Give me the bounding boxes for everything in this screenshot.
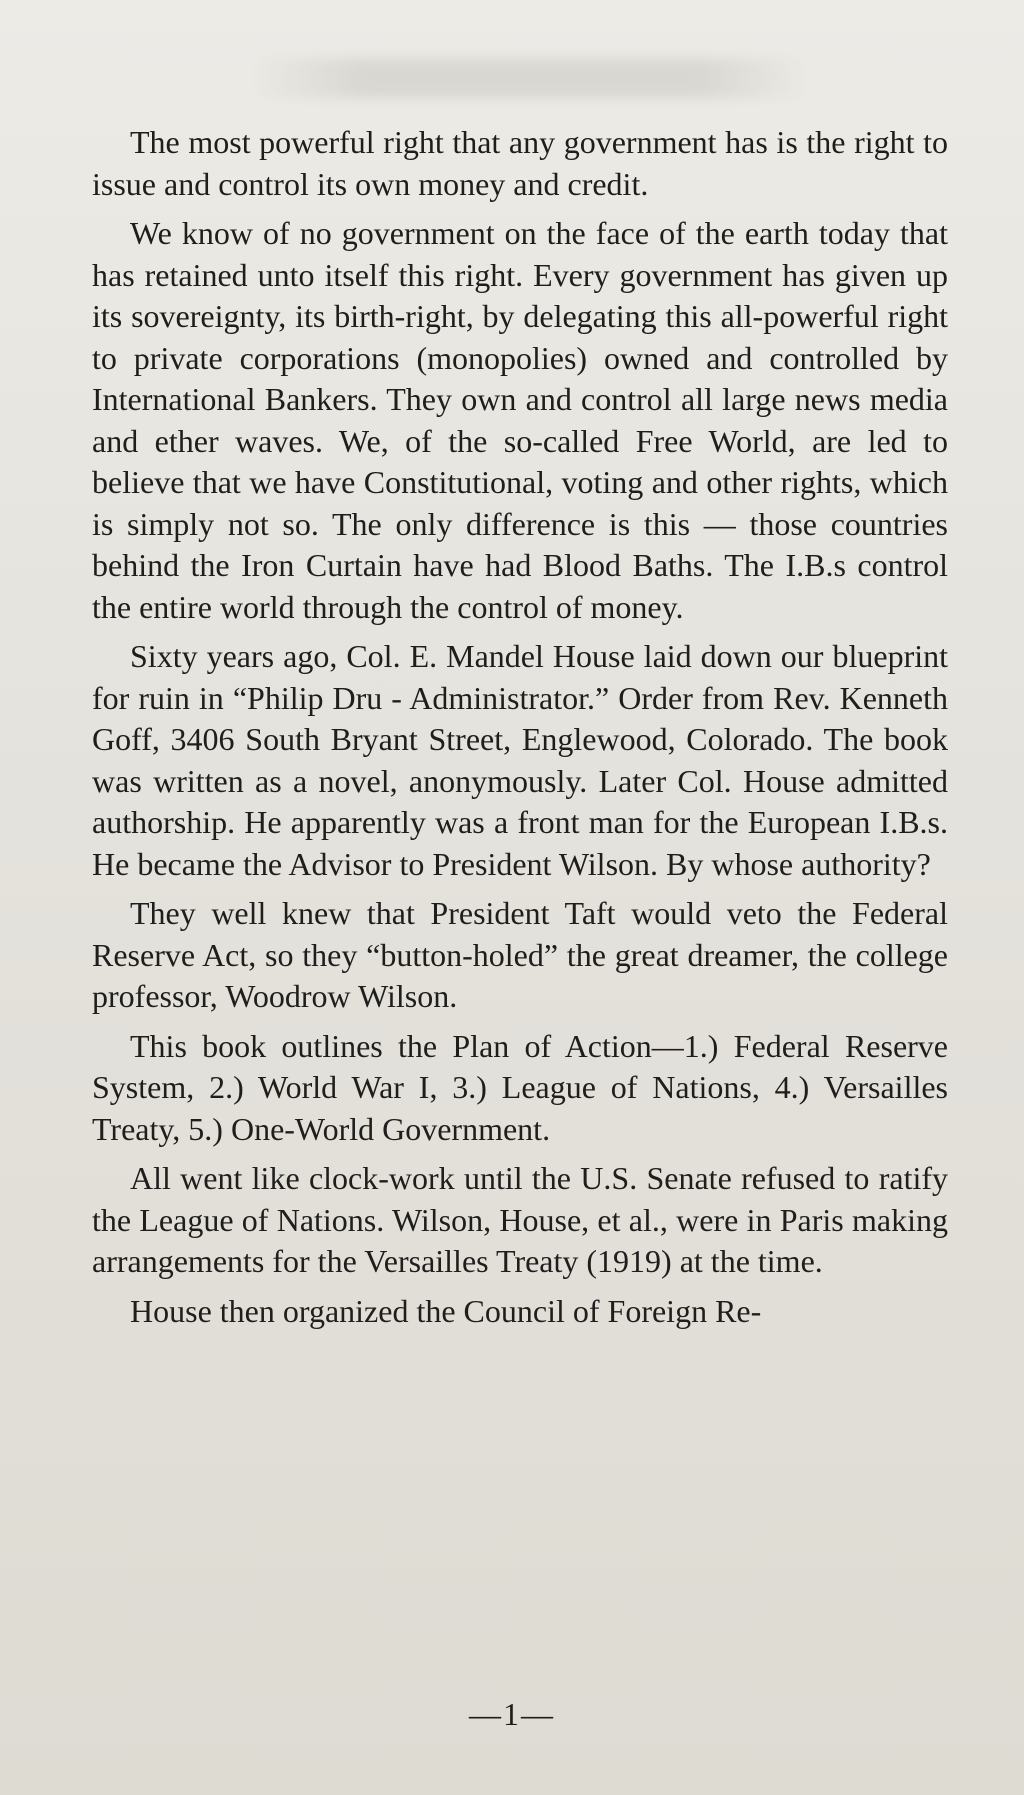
paragraph: They well knew that President Taft would veto the Federal Reserve Act, so they “button-holed” the great dreamer, the college professor, Woodrow Wilson.	[92, 895, 948, 1014]
body-text	[92, 122, 948, 1332]
paragraph: House then organized the Council of Foreign Re-	[130, 1292, 762, 1329]
paragraph: All went like clock-work until the U.S. Senate refused to ratify the League of Nations. Wilson, House, et al., were in Paris making arrangements for the Versailles Treaty (1919) at the time.	[92, 1160, 948, 1279]
paragraph: This book outlines the Plan of Action—1.) Federal Reserve System, 2.) World War I, 3.) League of Nations, 4.) Versailles Treaty, 5.) One-World Government.	[92, 1027, 948, 1147]
paragraph: The most powerful right that any government has is the right to issue and control its own money and credit.	[92, 124, 948, 202]
show-through-text	[250, 58, 810, 98]
paragraph: Sixty years ago, Col. E. Mandel House laid down our blueprint for ruin in “Philip Dru - Administrator.” Order from Rev. Kenneth Goff, 3406 South Bryant Street, Englewood, Colorado. The book was written as a novel, anonymously. Later Col. House admitted authorship. He apparently was a front man for the European I.B.s. He became the Advisor to President Wilson. By whose authority?	[92, 638, 948, 882]
paragraph: We know of no government on the face of the earth today that has retained unto itself this right. Every government has given up its sovereignty, its birth-right, by delegating this all-powerful right to private corporations (monopolies) owned and controlled by International Bankers. They own and control all large news media and ether waves. We, of the so-called Free World, are led to believe that we have Constitutional, voting and other rights, which is simply not so. The only difference is this — those countries behind the Iron Curtain have had Blood Baths. The I.B.s control the entire world through the control of money.	[92, 215, 948, 625]
page-number: —1—	[469, 1696, 555, 1732]
